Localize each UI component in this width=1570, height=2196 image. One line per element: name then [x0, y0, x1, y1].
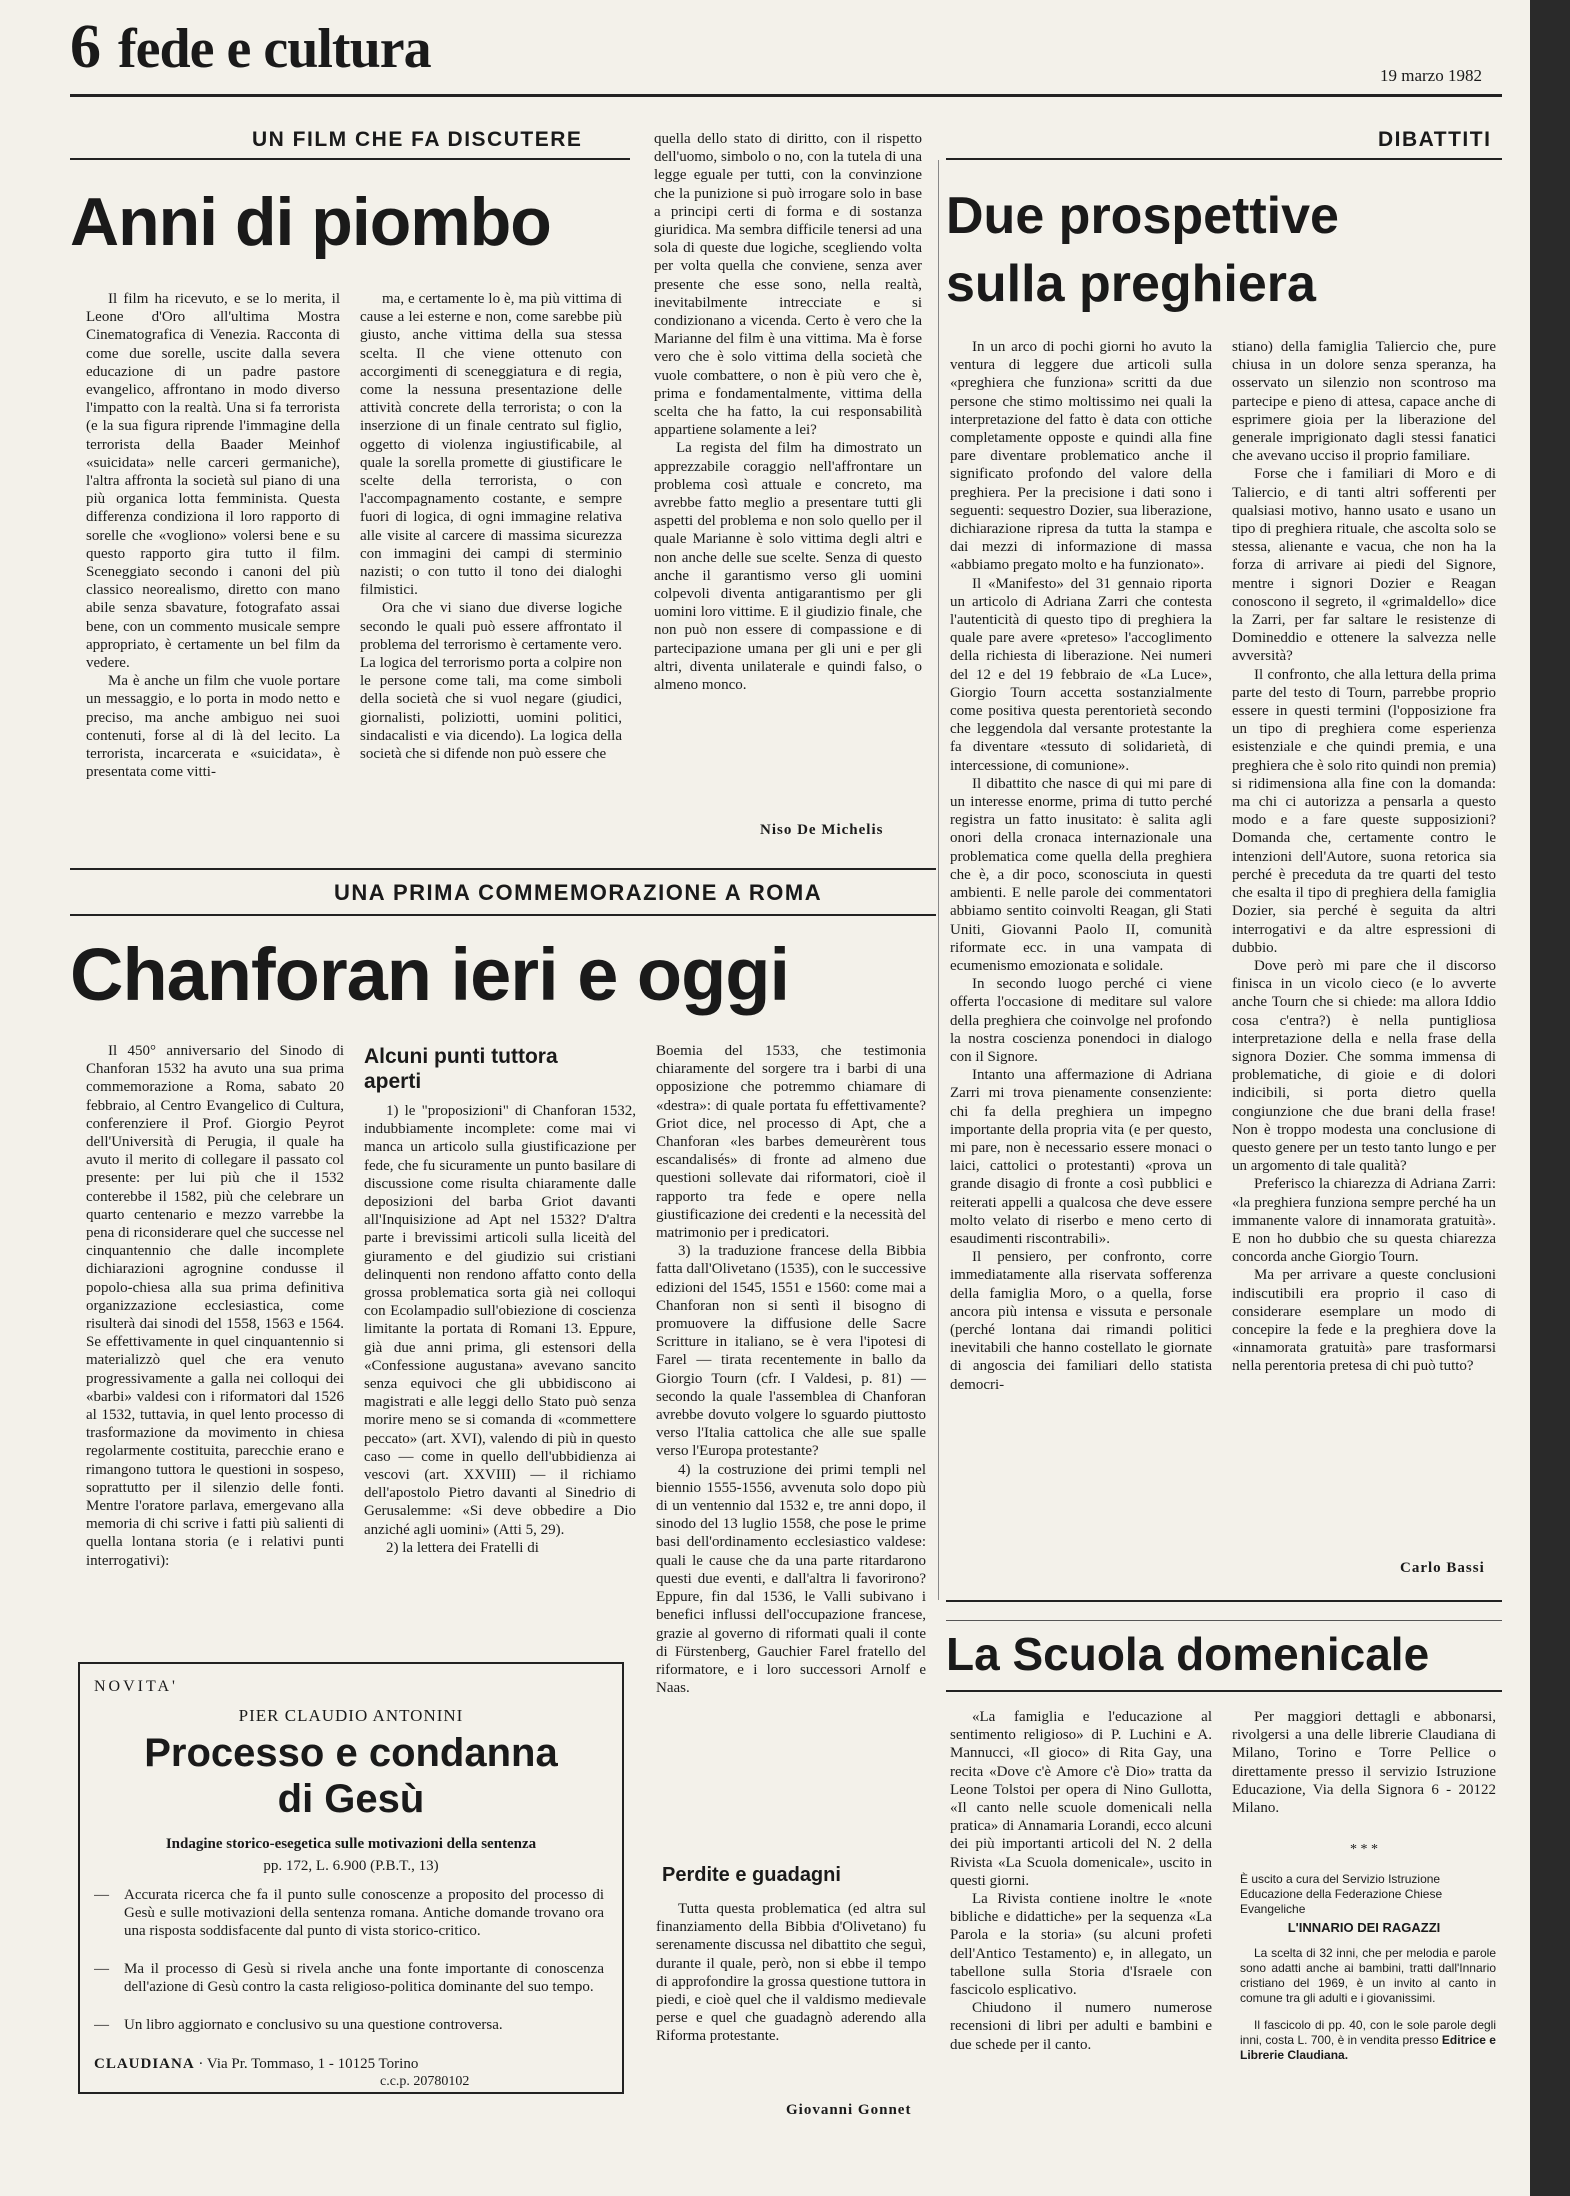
book-ad-novita: NOVITA' [94, 1678, 178, 1695]
film-bottom-rule [70, 868, 936, 870]
book-ad-bullet-text: Un libro aggiornato e conclusivo su una questione controversa. [124, 2017, 503, 2033]
paragraph: «La famiglia e l'educazione al sentimento religioso» di P. Luchini e A. Mannucci, «Il gioco» di Rita Gay, una recita «Dove c'è Amore c'è Dio» tratta da Leone Tolstoi per opera di Nino Gullotta, «Il canto nelle scuole domenicali nella pratica» di Annamaria Lorandi, ecco alcuni dei più importanti articoli del N. 2 della Rivista «La Scuola domenicale», uscito in questi giorni. [950, 1709, 1212, 1889]
book-ad-bullet-text: Accurata ricerca che fa il punto sulle conoscenze a proposito del processo di Gesù e sulle motivazioni della sentenza romana. Antiche domande trovano ora una risposta soddisfacente dal punto di vista storico-critico. [124, 1887, 604, 1940]
film-col3 [654, 130, 922, 820]
chanforan-col3 [656, 1042, 926, 1864]
book-ad-details: pp. 172, L. 6.900 (P.B.T., 13) [263, 1858, 439, 1874]
paragraph: Ma è anche un film che vuole portare un messaggio, e lo porta in modo netto e preciso, ma anche ambiguo nei suoi contenuti, forse al di là del lecito. La terrorista, incarcerata e «suicidata», è presentata come vitti- [86, 673, 340, 781]
paragraph: 2) la lettera dei Fratelli di [386, 1539, 539, 1556]
prayer-title-line2: sulla preghiera [946, 255, 1316, 313]
film-kicker-rule [70, 158, 630, 160]
book-ad-publisher [94, 2056, 418, 2073]
scuola-notice: È uscito a cura del Servizio Istruzione Educazione della Federazione Chiese Evangeliche [1240, 1872, 1443, 1916]
book-ad-bullet-text: Ma il processo di Gesù si rivela anche una fonte importante di conoscenza dell'azione di Gesù contro la casta religioso-politica dominante del suo tempo. [124, 1961, 604, 1996]
film-kicker: UN FILM CHE FA DISCUTERE [252, 128, 583, 151]
prayer-col1 [950, 338, 1212, 1602]
issue-date: 19 marzo 1982 [1380, 66, 1482, 85]
section-title: fede e cultura [118, 18, 431, 80]
film-signature: Niso De Michelis [760, 822, 884, 838]
paragraph: Il 450° anniversario del Sinodo di Chanforan 1532 ha avuto una sua prima commemorazione a Roma, sabato 20 febbraio, al Centro Evangelico di Cultura, conferenziere il Prof. Giorgio Peyrot dell'Università di Perugia, il quale ha avuto il merito di collegare il passato col presente: per lui più che il 1532 conterebbe il 1582, più che celebrare un quarto centenario e mezzo varrebbe la pena di riconsiderare quel che successe nel cinquantennio che dalle incomplete dichiarazioni agrognine condusse il popolo-chiesa alla sua prima definitiva organizzazione ecclesiastica, come risulterà dai sinodi del 1558, 1563 e 1564. Se effettivamente in quel cinquantennio si materializzò quel che era venuto progressivamente a galla nei colloqui dei «barbi» valdesi con i riformatori dal 1526 al 1532, tuttavia, in quel lento processo di trasformazione da movimento in chiesa regolarmente costituita, parecchie erano e rimangono tuttora le questioni in sospeso, soprattutto per il silenzio delle fonti. Mentre l'oratore parlava, emergevano alla memoria di chi scrive i fatti più salienti di quella lontana storia (e i relativi punti interrogativi): [86, 1043, 344, 1569]
chanforan-subhead2: Perdite e guadagni [662, 1864, 841, 1886]
innario-text2 [1240, 2018, 1496, 2063]
paragraph: stiano) della famiglia Taliercio che, pure chiusa in un dolore senza speranza, ha osservato un silenzio non scontroso ma partecipe e pieno di attesa, capace anche di esprimere gioia per la liberazione del generale imprigionato dagli stessi fanatici che avevano ucciso il proprio familiare. [1232, 339, 1496, 465]
book-ad-bullet: — [94, 1961, 109, 1977]
paragraph: 1) le "proposizioni" di Chanforan 1532, indubbiamente incomplete: come mai vi manca un articolo sulla giustificazione per fede, che fu sicuramente un punto basilare di discussione come risulta chiaramente dalle deposizioni del barba Griot davanti all'Inquisizione ad Apt nel 1532? D'altra parte i brevissimi articoli sulla liceità del giuramento e del giudizio sui cristiani delinquenti non rendono affatto conto della grossa problematica sorta già nei colloqui con Ecolampadio sull'obiezione di coscienza limitante la portata di Romani 13. Eppure, già due anni prima, gli estensori della «Confessione augustana» avevano sancito senza equivoci che gli ubbidiscono ai magistrati e alle leggi dello Stato può senza morire meno se si comanda di «commettere peccato» (art. XVI), valendo di più in questo caso — come in quello dell'ubbidienza ai vescovi (art. XXVIII) — il richiamo dell'apostolo Pietro davanti al Sinedrio di Gerusalemme: «Si deve obbedire a Dio anziché agli uomini» (Atti 5, 29). [364, 1103, 636, 1538]
page-edge-shadow [1530, 0, 1570, 2196]
chanforan-kicker: UNA PRIMA COMMEMORAZIONE A ROMA [334, 880, 823, 905]
page-number: 6 [70, 13, 101, 81]
publisher-name: CLAUDIANA [94, 2056, 195, 2072]
paragraph: In secondo luogo perché ci viene offerta l'occasione di meditare sul valore della preghiera che coinvolge nel profondo la nostra coscienza ponendoci in dialogo con il Signore. [950, 976, 1212, 1065]
innario-publisher: Editrice e Librerie Claudiana. [1240, 2033, 1496, 2062]
column-divider [938, 160, 939, 1600]
chanforan-title: Chanforan ieri e oggi [70, 933, 790, 1016]
prayer-title-line1: Due prospettive [946, 187, 1339, 245]
book-ad-title-line2: di Gesù [277, 1777, 425, 1821]
paragraph: 3) la traduzione francese della Bibbia fatta dall'Olivetano (1535), con le successive edizioni del 1545, 1551 e 1560: come mai a Chanforan non si sentì il bisogno di promuovere la diffusione delle Sacre Scritture in italiano, se è vera l'ipotesi di Farel — tirata recentemente in ballo da Giorgio Tourn (cfr. I Valdesi, p. 81) — secondo la quale l'assemblea di Chanforan avrebbe dovuto volgere lo sguardo piuttosto verso l'Italia cattolica che alle sue spalle verso l'Europa protestante? [656, 1243, 926, 1460]
chanforan-kicker-rule [70, 914, 936, 916]
chanforan-subhead: Alcuni punti tuttora aperti [364, 1045, 558, 1093]
innario-title: L'INNARIO DEI RAGAZZI [1287, 1920, 1441, 1935]
scuola-stars: * * * [1350, 1842, 1378, 1857]
prayer-col2 [1232, 338, 1496, 1558]
paragraph: Preferisco la chiarezza di Adriana Zarri: «la preghiera funziona sempre perché ha un immanente valore di innamorata gratuità». E non ho dubbio che su questa chiarezza concorda anche Giorgio Tourn. [1232, 1176, 1496, 1266]
innario-text2-main: Il fascicolo di pp. 40, con le sole parole degli inni, costa L. 700, è in vendita presso [1240, 2018, 1496, 2047]
chanforan-col2 [364, 1102, 636, 1658]
paragraph: Il confronto, che alla lettura della prima parte del testo di Tourn, parrebbe proprio essere in questi termini (l'opposizione fra un tipo di preghiera come esperienza esistenziale e che quindi premia, e una preghiera che è solo rito quindi non premia) si ridimensiona alla fine con la domanda: ma chi ci autorizza a pensarla a questo modo e a fare queste supposizioni? Domanda che, certamente contro le intenzioni dell'Autore, suona retorica sia perché è preceduta da tre quarti del testo che esalta il tipo di preghiera della famiglia Dozier, sia perché è seguita da altri interrogativi e da altre espressioni di dubbio. [1232, 666, 1496, 956]
film-col1 [86, 290, 340, 850]
paragraph: Ora che vi siano due diverse logiche secondo le quali può essere affrontato il problema del terrorismo è certamente vero. La logica del terrorismo porta a colpire non le persone come tali, ma come simboli della società che si vuol negare (giudici, giornalisti, poliziotti, uomini politici, sindacalisti e via dicendo). La logica della società che si difende non può essere che [360, 600, 622, 763]
scuola-top-rule [946, 1620, 1502, 1621]
paragraph: Tutta questa problematica (ed altra sul finanziamento della Bibbia d'Olivetano) fu serenamente discussa nel dibattito che seguì, durante il quale, però, non si ebbe il tempo di approfondire la grossa questione tuttora in piedi, e cioè quel che il valdismo medievale perse e quel che guadagnò aderendo alla Riforma protestante. [656, 1901, 926, 2045]
prayer-kicker: DIBATTITI [1378, 128, 1492, 151]
paragraph: Dove però mi pare che il discorso finisca in un vicolo cieco (e lo avverte anche Tourn che si chiede: ma allora Iddio cosa c'entra?) è nella puntigliosa interpretazione della e nella frase della signora Dozier. Che somma immensa di problematiche, di gioie e di dolori indicibili, si porta dietro quella congiunzione che due brani della frase! Non è troppo modesta una conclusione di questo genere per un testo tanto lungo e per un argomento di tale qualità? [1232, 957, 1496, 1175]
paragraph: Forse che i familiari di Moro e di Taliercio, e di tanti altri sofferenti per qualsiasi motivo, hanno usato e usano un tipo di preghiera rituale, che ascolta solo se stessa, alienante e vacua, che non ha la forza di arrivare ai piedi del Signore, mentre i signori Dozier e Reagan conoscono il segreto, il «grimaldello» dice la Zarri, per far saltare le resistenze di Domineddio e ottenere la salvezza nelle avversità? [1232, 466, 1496, 665]
scuola-title: La Scuola domenicale [946, 1628, 1430, 1680]
prayer-signature: Carlo Bassi [1400, 1560, 1485, 1576]
paragraph: Boemia del 1533, che testimonia chiaramente del sorgere tra i barbi di una opposizione che potremmo chiamare di «destra»: di quale portata fu effettivamente? Griot dice, nel processo di Apt, che a Chanforan «les barbes demeurèrent tous escandalisés» di fronte ad almeno due questioni sollevate dai riformatori, cioè il rapporto tra fede e opere nella giustificazione dei credenti e la necessità del matrimonio per i predicatori. [656, 1043, 926, 1242]
paragraph: Ma per arrivare a queste conclusioni indiscutibili era proprio il caso di considerare esemplare un modo di concepire la fede e la preghiera dove la «innamorata gratuità» pare trasformarsi nella perentoria pretesa di chi può tutto? [1232, 1267, 1496, 1375]
paragraph: ma, e certamente lo è, ma più vittima di cause a lei esterne e non, come sarebbe più giusto, anche vittima della sua stessa scelta. Il che viene ottenuto con accorgimenti di sceneggiatura e di regia, come la nessuna presentazione delle attività concrete della terrorista; o con la inserzione di un finale centrato sul figlio, oggetto di violenza ingiustificabile, al quale la sorella promette di giustificare le scelte della terrorista, o con l'accompagnamento costante, e sempre fuori di logica, di ogni immagine relativa alle visite al carcere di massima sicurezza con immagini dei campi di sterminio nazisti; o con tutto il tono dei dialoghi filmistici. [360, 291, 622, 599]
paragraph: Per maggiori dettagli e abbonarsi, rivolgersi a una delle librerie Claudiana di Milano, Torino e Torre Pellice o direttamente presso il servizio Istruzione Educazione, Via della Signora 6 - 20122 Milano. [1232, 1709, 1496, 1817]
paragraph: Chiudono il numero numerose recensioni di libri per adulti e bambini e due schede per il canto. [950, 2000, 1212, 2053]
paragraph: Il dibattito che nasce di qui mi pare di un interesse enorme, prima di tutto perché registra un fatto inusitato: è salita agli onori della cronaca internazionale una problematica come quella della preghiera che è, a dir poco, sconosciuta in questi ambienti. E nelle parole dei commentatori abbiamo sentito coinvolti Reagan, gli Stati Uniti, Giovanni Paolo II, comunità riformate ecc. in una vampata di ecumenismo emozionata e solidale. [950, 775, 1212, 974]
publisher-address: · Via Pr. Tommaso, 1 - 10125 Torino [198, 2056, 419, 2072]
film-title: Anni di piombo [70, 184, 551, 260]
book-ad-subtitle: Indagine storico-esegetica sulle motivazioni della sentenza [165, 1836, 537, 1852]
paragraph: In un arco di pochi giorni ho avuto la ventura di leggere due articoli sulla «preghiera che funziona» scritti da due persone che stimo moltissimo nei quali la interpretazione del fatto è data con ottiche completamente opposte e quindi alla fine pare diventare problematico anche il significato profondo del valore della preghiera. Per la precisione i dati sono i seguenti: sequestro Dozier, sua liberazione, dichiarazione ripresa da tutta la stampa e dai mezzi di informazione di massa «abbiamo pregato molto e ha funzionato». [950, 339, 1212, 574]
paragraph: La regista del film ha dimostrato un apprezzabile coraggio nell'affrontare un problema così attuale e concreto, ma avrebbe fatto meglio a presentare tutti gli aspetti del problema e non solo quello per il quale Marianne è solo vittima degli altri e non anche delle sue scelte. Senza di questo anche il garantismo verso gli uomini colpevoli diventa antigarantismo per gli uomini loro vittime. E il giudizio finale, che non può non essere di compassione e di partecipazione umana per gli uni e per gli altri, diventa unilaterale e quindi falso, o almeno monco. [654, 440, 922, 694]
paragraph: La Rivista contiene inoltre le «note bibliche e didattiche» per la sequenza «La Parola e la storia» (su alcuni profeti dell'Antico Testamento) e, in allegato, un tabellone sulla Storia d'Israele con fascicolo esplicativo. [950, 1891, 1212, 1999]
scuola-col1 [950, 1708, 1212, 2148]
scuola-title-rule [946, 1690, 1502, 1692]
masthead-rule [70, 94, 1502, 97]
book-ad-title-line1: Processo e condanna [144, 1731, 558, 1775]
innario-text1: La scelta di 32 inni, che per melodia e parole sono adatti anche ai bambini, tratti dall'Innario cristiano del 1969, è un invito al canto in comune tra gli adulti e i giovanissimi. [1240, 1946, 1496, 2005]
book-ad-author: PIER CLAUDIO ANTONINI [238, 1706, 464, 1725]
chanforan-signature: Giovanni Gonnet [786, 2102, 912, 2118]
prayer-bottom-rule [946, 1600, 1502, 1602]
film-col2 [360, 290, 622, 850]
book-ad-box [78, 1662, 624, 2094]
paragraph: Il film ha ricevuto, e se lo merita, il Leone d'Oro all'ultima Mostra Cinematografica di Venezia. Racconta di come due sorelle, uscite dalla severa educazione di un padre pastore evangelico, affrontano in modo diverso l'impatto con la realtà. Una si fa terrorista (e la sua figura riprende l'immagine della terrorista della Baader Meinhof «suicidata» nelle carceri germaniche), l'altra affronta la società sul piano di una più organica lotta femminista. Questa differenza condiziona il loro rapporto di sorelle che «vogliono» volersi bene e su questo rapporto gira tutto il film. Sceneggiato secondo i canoni del più classico neorealismo, diretto con mano abile senza sbavature, fotografato assai bene, con un commento musicale sempre appropriato, è certamente un bel film da vedere. [86, 291, 340, 672]
book-ad-bullet: — [94, 2017, 109, 2033]
book-ad-ccp: c.c.p. 20780102 [380, 2074, 470, 2089]
chanforan-col3b [656, 1900, 926, 2100]
prayer-kicker-rule [946, 158, 1502, 160]
paragraph: Intanto una affermazione di Adriana Zarri mi trova pienamente consenziente: chi fa della preghiera un impegno importante della propria vita (e per questo, mi pare, non è necessario essere monaci o laici, cattolici o protestanti) «prova un grande disagio di fronte a così pubblici e reiterati appelli a qualcosa che deve essere molto velato di riserbo e meno certo di esaudimenti riscontrabili». [950, 1067, 1212, 1247]
chanforan-col1 [86, 1042, 344, 1658]
scuola-col2 [1232, 1708, 1496, 1828]
book-ad-bullet: — [94, 1887, 109, 1903]
paragraph: Il «Manifesto» del 31 gennaio riporta un articolo di Adriana Zarri che contesta l'autenticità di questo tipo di preghiera la quale pare avere «preteso» l'accoglimento della richiesta di liberazione. Nei numeri del 12 e del 19 febbraio de «La Luce», Giorgio Tourn accetta sostanzialmente come positiva questa perentorietà secondo che leggendola dal versante protestante la fa diventare «tessuto di solidarietà, di intercessione, di comunione». [950, 575, 1212, 774]
paragraph: quella dello stato di diritto, con il rispetto dell'uomo, simbolo o no, con la tutela di una legge eguale per tutti, con la convinzione che la punizione si può irrogare solo in base a principi certi di forma e di sostanza giuridica. Ma sembra difficile tenersi ad una sola di queste due logiche, scegliendo volta per volta quella che conviene, senza aver presente che esse sono, nella realtà, inevitabilmente intrecciate e si condizionano a vicenda. Certo è vero che la Marianne del film è una vittima. Ma è forse vero che è solo vittima della società che vuole combattere, o non è più vero che è, prima e fondamentalmente, vittima della scelta che ha fatto, la cui responsabilità appartiene solamente a lei? [654, 131, 922, 439]
paragraph: 4) la costruzione dei primi templi nel biennio 1555-1556, avvenuta solo dopo più di un ventennio dal 1532 e, tre anni dopo, il sinodo del 13 luglio 1558, che pose le prime basi dell'ordinamento ecclesiastico valdese: quali le cause che da una parte ritardarono questi due eventi, e dall'altra li favorirono? Eppure, fin dal 1536, le Valli subivano i benefici influssi dell'occupazione francese, grazie al governo di riformati quali il conte di Fürstenberg, Gauchier Farel fratello del riformatore, e i loro successori Arnolf e Naas. [656, 1461, 926, 1697]
paragraph: Il pensiero, per confronto, corre immediatamente alla riservata sofferenza della famiglia Moro, o a quella, forse ancora più intensa e vissuta e personale (perché lontana dai rimandi politici inevitabili che hanno costellato le giornate di angoscia dei familiari dello statista democri- [950, 1249, 1212, 1393]
